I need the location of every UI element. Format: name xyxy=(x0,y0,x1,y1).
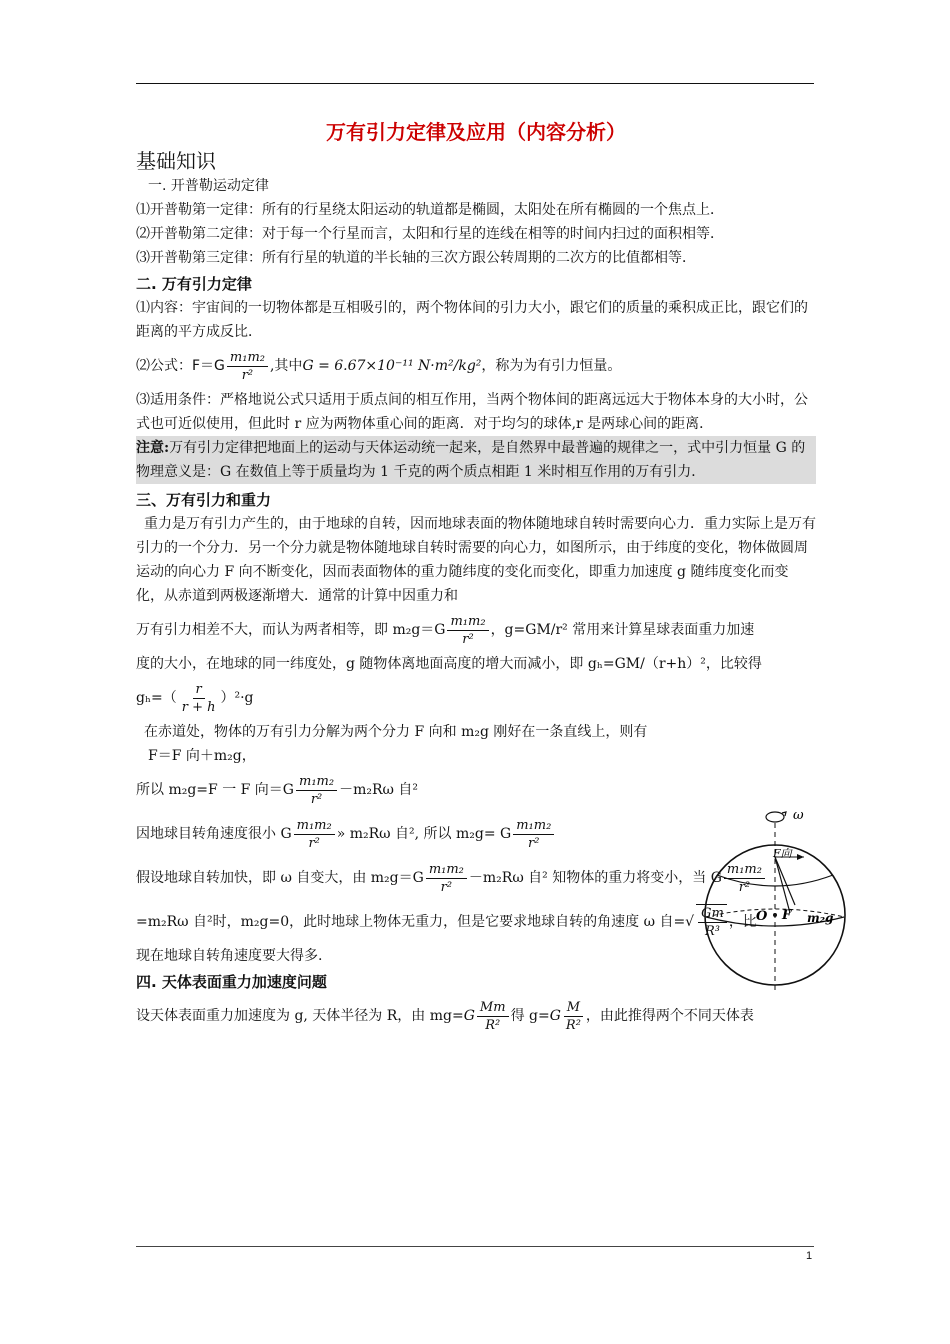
page-number: 1 xyxy=(806,1250,813,1262)
heading-basic-knowledge: 基础知识 xyxy=(136,149,216,173)
gravitation-formula: ⑵公式：F＝G $\frac{\text{m₁m₂}}{\text{r²}}$ ,其中G = 6.67×10⁻¹¹ N·m²/kg²，称为为有引力恒量。 xyxy=(136,349,622,383)
fraction-m1m2-r2: $\frac{\text{m₁m₂}}{\text{r²}}$ xyxy=(294,817,335,852)
fraction-m1m2-r2: $\frac{\text{m₁m₂}}{\text{r²}}$ xyxy=(227,349,268,384)
gravity-height-line: 度的大小，在地球的同一纬度处，g 随物体离地面高度的增大而减小，即 gₕ=GM/（r+h）²，比较得 xyxy=(136,656,762,672)
header-rule xyxy=(136,83,814,84)
omega-label: ω xyxy=(793,808,804,823)
fraction-Mm-R2: $\frac{Mm}{\text{R²}}$ xyxy=(477,999,509,1034)
gravity-equal-line: 万有引力相差不大，而认为两者相等，即 m₂g＝G $\frac{\text{m₁m₂}}{\text{r²}}$ ，g=GM/r² 常用来计算星球表面重力加速 xyxy=(136,613,755,647)
zero-weight-line: =m₂Rω 自²时，m₂g=0，此时地球上物体无重力，但是它要求地球自转的角速度 ω 自= √ $\frac{Gm}{\text{R³}}$ ，比 xyxy=(136,900,816,944)
gravitational-constant: G = 6.67×10⁻¹¹ N·m²/kg² xyxy=(302,358,482,374)
faster-rotation-line: 假设地球自转加快，即 ω 自变大，由 m₂g＝G $\frac{\text{m₁m₂}}{\text{r²}}$ －m₂Rω 自² 知物体的重力将变小，当 G $\frac{\text{m₁m₂}}{\text{r²}}$ xyxy=(136,856,816,900)
surface-gravity-line: 设天体表面重力加速度为 g, 天体半径为 R，由 mg=G $\frac{Mm}{\text{R²}}$ 得 g=G $\frac{M}{\text{R²}}$ ，由此推得两个不同天体表 xyxy=(136,999,754,1033)
small-omega-line: 因地球目转角速度很小 G $\frac{\text{m₁m₂}}{\text{r²}}$ » m₂Rω 自², 所以 m₂g= G $\frac{\text{m₁m₂}}{\text{r²}}$ xyxy=(136,812,816,856)
gravitation-conditions: ⑶适用条件：严格地说公式只适用于质点间的相互作用，当两个物体间的距离远远大于物体本身的大小时，公式也可近似使用，但此时 r 应为两物体重心间的距离．对于均匀的球体,r 是两球心间的距离． xyxy=(136,392,808,432)
omega-comparison-line: 现在地球自转角速度要大得多. xyxy=(136,948,323,964)
kepler-law-1: ⑴开普勒第一定律：所有的行星绕太阳运动的轨道都是椭圆，太阳处在所有椭圆的一个焦点上． xyxy=(136,202,724,218)
m2g-equation-line: 所以 m₂g=F 一 F 向＝G $\frac{\text{m₁m₂}}{\text{r²}}$ －m₂Rω 自² xyxy=(136,773,418,807)
kepler-law-2: ⑵开普勒第二定律：对于每一个行星而言，太阳和行星的连线在相等的时间内扫过的面积相等． xyxy=(136,226,724,242)
equator-paragraph: 在赤道处，物体的万有引力分解为两个分力 F 向和 m₂g 刚好在一条直线上，则有 xyxy=(144,724,648,740)
section1-heading: 一. 开普勒运动定律 xyxy=(148,178,269,194)
gravitation-note: 注意:万有引力定律把地面上的运动与天体运动统一起来，是自然界中最普遍的规律之一，式中引力恒量 G 的物理意义是：G 在数值上等于质量均为 1 千克的两个质点相距 1 米时相互作用的万有引力． xyxy=(136,436,816,484)
section2-heading: 二. 万有引力定律 xyxy=(136,275,252,293)
footer-rule xyxy=(136,1246,814,1247)
m2g-label: m₂g xyxy=(807,911,834,925)
sqrt-gm-r3: √ $\frac{Gm}{\text{R³}}$ xyxy=(685,900,729,944)
fraction-m1m2-r2: $\frac{\text{m₁m₂}}{\text{r²}}$ xyxy=(426,861,467,896)
fraction-m1m2-r2: $\frac{\text{m₁m₂}}{\text{r²}}$ xyxy=(513,817,554,852)
center-o-label: O xyxy=(756,909,768,924)
fraction-m1m2-r2: $\frac{\text{m₁m₂}}{\text{r²}}$ xyxy=(724,861,765,896)
fraction-m1m2-r2: $\frac{\text{m₁m₂}}{\text{r²}}$ xyxy=(447,613,488,648)
fraction-m1m2-r2: $\frac{\text{m₁m₂}}{\text{r²}}$ xyxy=(296,773,337,808)
earth-rotation-figure xyxy=(700,805,850,995)
force-sum-line: F＝F 向＋m₂g， xyxy=(148,748,256,764)
f-direction-label: F向 xyxy=(773,847,792,860)
fraction-M-R2: $\frac{M}{\text{R²}}$ xyxy=(563,999,584,1034)
gh-formula-line: gₕ=（ $\frac{r}{r + h}$ ）²·g xyxy=(136,681,254,715)
kepler-law-3: ⑶开普勒第三定律：所有行星的轨道的半长轴的三次方跟公转周期的二次方的比值都相等． xyxy=(136,250,696,266)
page-title: 万有引力定律及应用（内容分析） xyxy=(326,120,626,144)
gravitation-content: ⑴内容：宇宙间的一切物体都是互相吸引的，两个物体间的引力大小，跟它们的质量的乘积成正比，跟它们的距离的平方成反比． xyxy=(136,300,808,340)
section3-heading: 三、万有引力和重力 xyxy=(136,491,272,509)
force-f-label: F xyxy=(782,908,792,923)
fraction-r-rh: $\frac{r}{r + h}$ xyxy=(181,681,216,715)
section4-heading: 四. 天体表面重力加速度问题 xyxy=(136,973,327,991)
gravity-weight-paragraph: 重力是万有引力产生的，由于地球的自转，因而地球表面的物体随地球自转时需要向心力．重力实际上是万有引力的一个分力．另一个分力就是物体随地球自转时需要的向心力，如图所示，由于纬度的变化，物体做圆周运动的向心力 F 向不断变化，因而表面物体的重力随纬度的变化而变化，即重力加速度 g 随纬度变化而变化，从赤道到两极逐渐增大．通常的计算中因重力和 xyxy=(136,516,816,604)
